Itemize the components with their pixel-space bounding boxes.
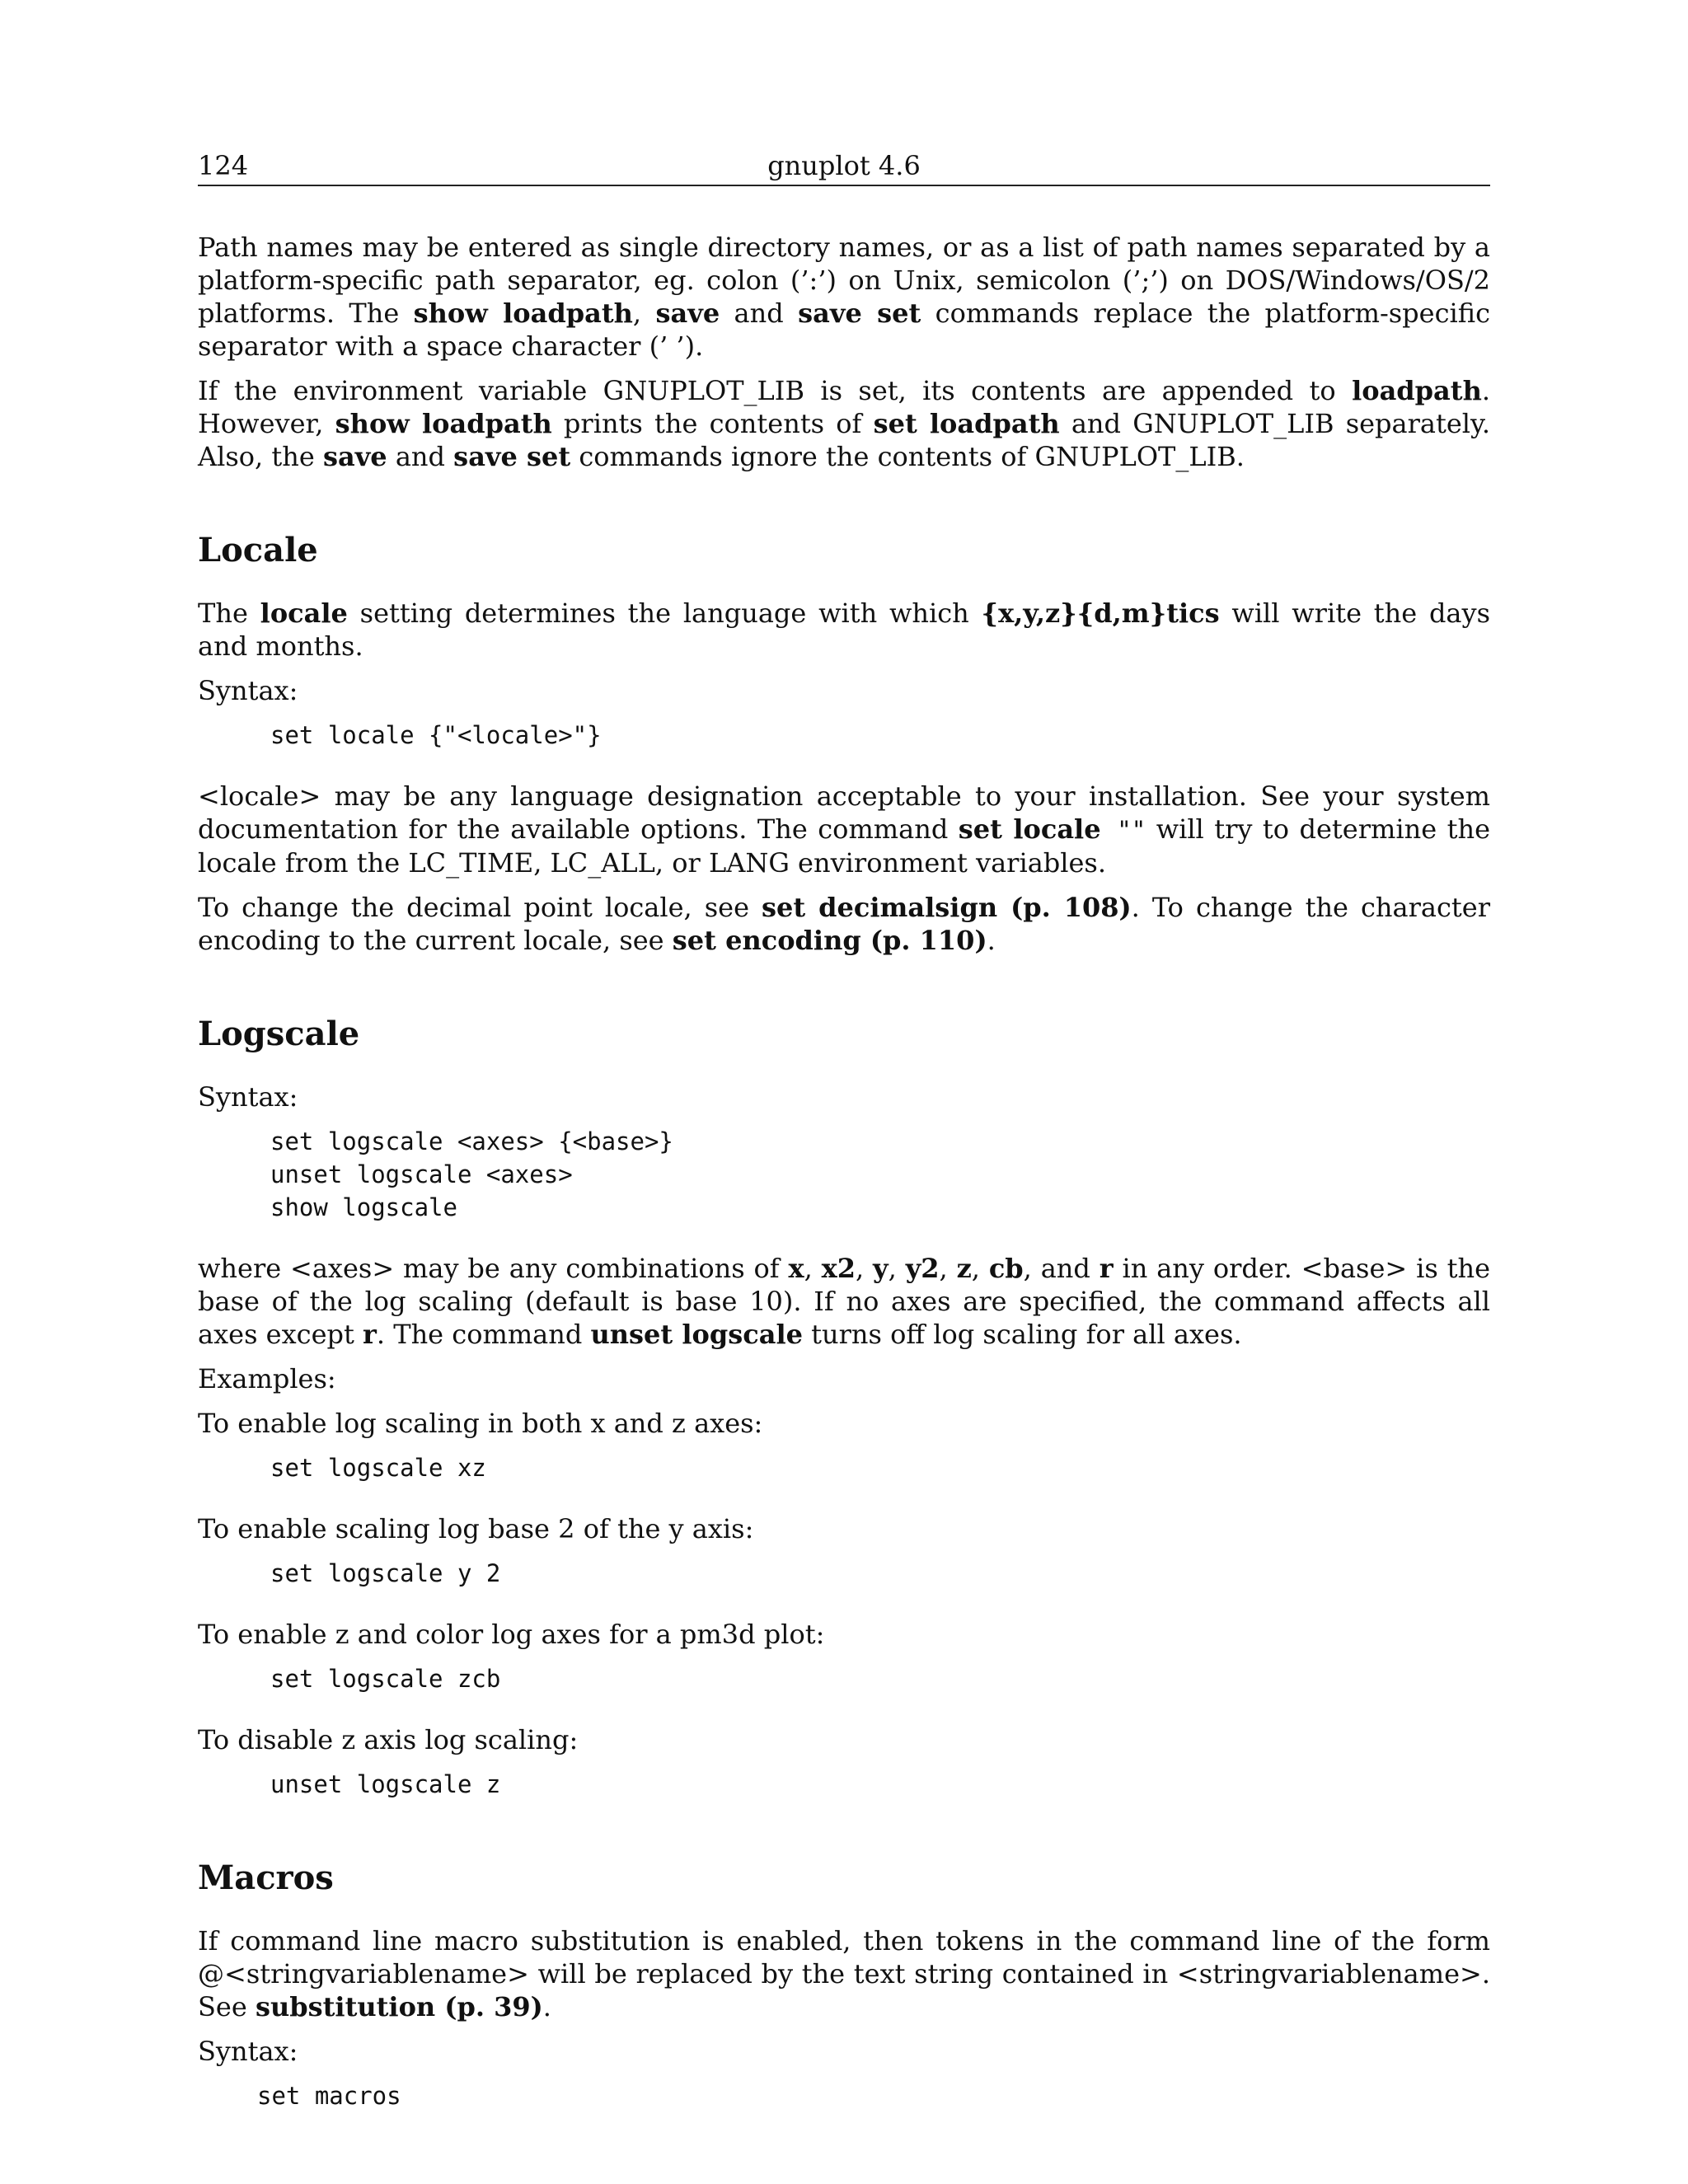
code-line: set locale {"<locale>"}	[270, 721, 602, 749]
section-heading-logscale: Logscale	[198, 1015, 360, 1053]
cross-reference-link[interactable]: set encoding (p. 110)	[672, 925, 987, 956]
example-description: To disable z axis log scaling:	[198, 1724, 579, 1755]
page-body	[198, 231, 1490, 2140]
code-line: set logscale <axes> {<base>}	[270, 1127, 673, 1155]
cross-reference-link[interactable]: substitution (p. 39)	[255, 1991, 543, 2022]
macros-paragraph-1: If command line macro substitution is enabled, then tokens in the command line of the form @<stringvariablename> will be replaced by the text string contained in <stringvariablename>. See substitution (p. 39).	[198, 1925, 1490, 2022]
examples-label: Examples:	[198, 1363, 336, 1394]
syntax-label: Syntax:	[198, 2036, 298, 2067]
code-block-macros	[257, 2079, 1490, 2112]
syntax-label: Syntax:	[198, 1081, 298, 1113]
code-line: unset logscale z	[270, 1770, 501, 1798]
example-description: To enable z and color log axes for a pm3d plot:	[198, 1619, 825, 1650]
code-line: unset logscale <axes>	[270, 1160, 573, 1188]
code-line: set logscale y 2	[270, 1559, 501, 1587]
logscale-paragraph-1: where <axes> may be any combinations of x, x2, y, y2, z, cb, and r in any order. <base> is the base of the log scaling (default is base 10). If no axes are specified, the command affects all axes except r. The command unset logscale turns off log scaling for all axes.	[198, 1253, 1491, 1350]
code-block-locale	[270, 719, 1490, 752]
example-description: To enable log scaling in both x and z axes:	[198, 1408, 763, 1439]
code-line: show logscale	[270, 1193, 457, 1221]
code-line: set macros	[257, 2082, 401, 2110]
locale-paragraph-2: <locale> may be any language designation acceptable to your installation. See your system documentation for the available options. The command set locale "" will try to determine the locale from the LC_TIME, LC_ALL, or LANG environment variables.	[198, 780, 1490, 879]
locale-paragraph-1: The locale setting determines the language with which {x,y,z}{d,m}tics will write the days and months.	[198, 598, 1491, 662]
loadpath-paragraph-1: Path names may be entered as single directory names, or as a list of path names separated by a platform-specific path separator, eg. colon (’:’) on Unix, semicolon (’;’) on DOS/Windows/OS/2 platforms. The show loadpath, save and save set commands replace the platform-specific separator with a space character (’ ’).	[198, 232, 1491, 362]
loadpath-paragraph-2: If the environment variable GNUPLOT_LIB is set, its contents are appended to loadpath. However, show loadpath prints the contents of set loadpath and GNUPLOT_LIB separately. Also, the save and save set commands ignore the contents of GNUPLOT_LIB.	[198, 375, 1491, 472]
code-block-example	[270, 1451, 1490, 1484]
code-block-example	[270, 1768, 1490, 1801]
syntax-label: Syntax:	[198, 675, 298, 706]
page-number: 124	[198, 150, 249, 181]
section-heading-macros: Macros	[198, 1858, 334, 1897]
code-block-example	[270, 1557, 1490, 1590]
page-header	[198, 148, 1490, 186]
code-line: set logscale zcb	[270, 1665, 501, 1693]
code-block-example	[270, 1662, 1490, 1695]
running-title: gnuplot 4.6	[767, 150, 921, 181]
code-line: set logscale xz	[270, 1454, 486, 1482]
cross-reference-link[interactable]: set decimalsign (p. 108)	[762, 892, 1132, 923]
section-heading-locale: Locale	[198, 531, 318, 569]
code-block-logscale	[270, 1125, 1490, 1224]
locale-paragraph-3: To change the decimal point locale, see set decimalsign (p. 108). To change the character encoding to the current locale, see set encoding (p. 110).	[198, 892, 1491, 956]
example-description: To enable scaling log base 2 of the y axis:	[198, 1513, 754, 1544]
